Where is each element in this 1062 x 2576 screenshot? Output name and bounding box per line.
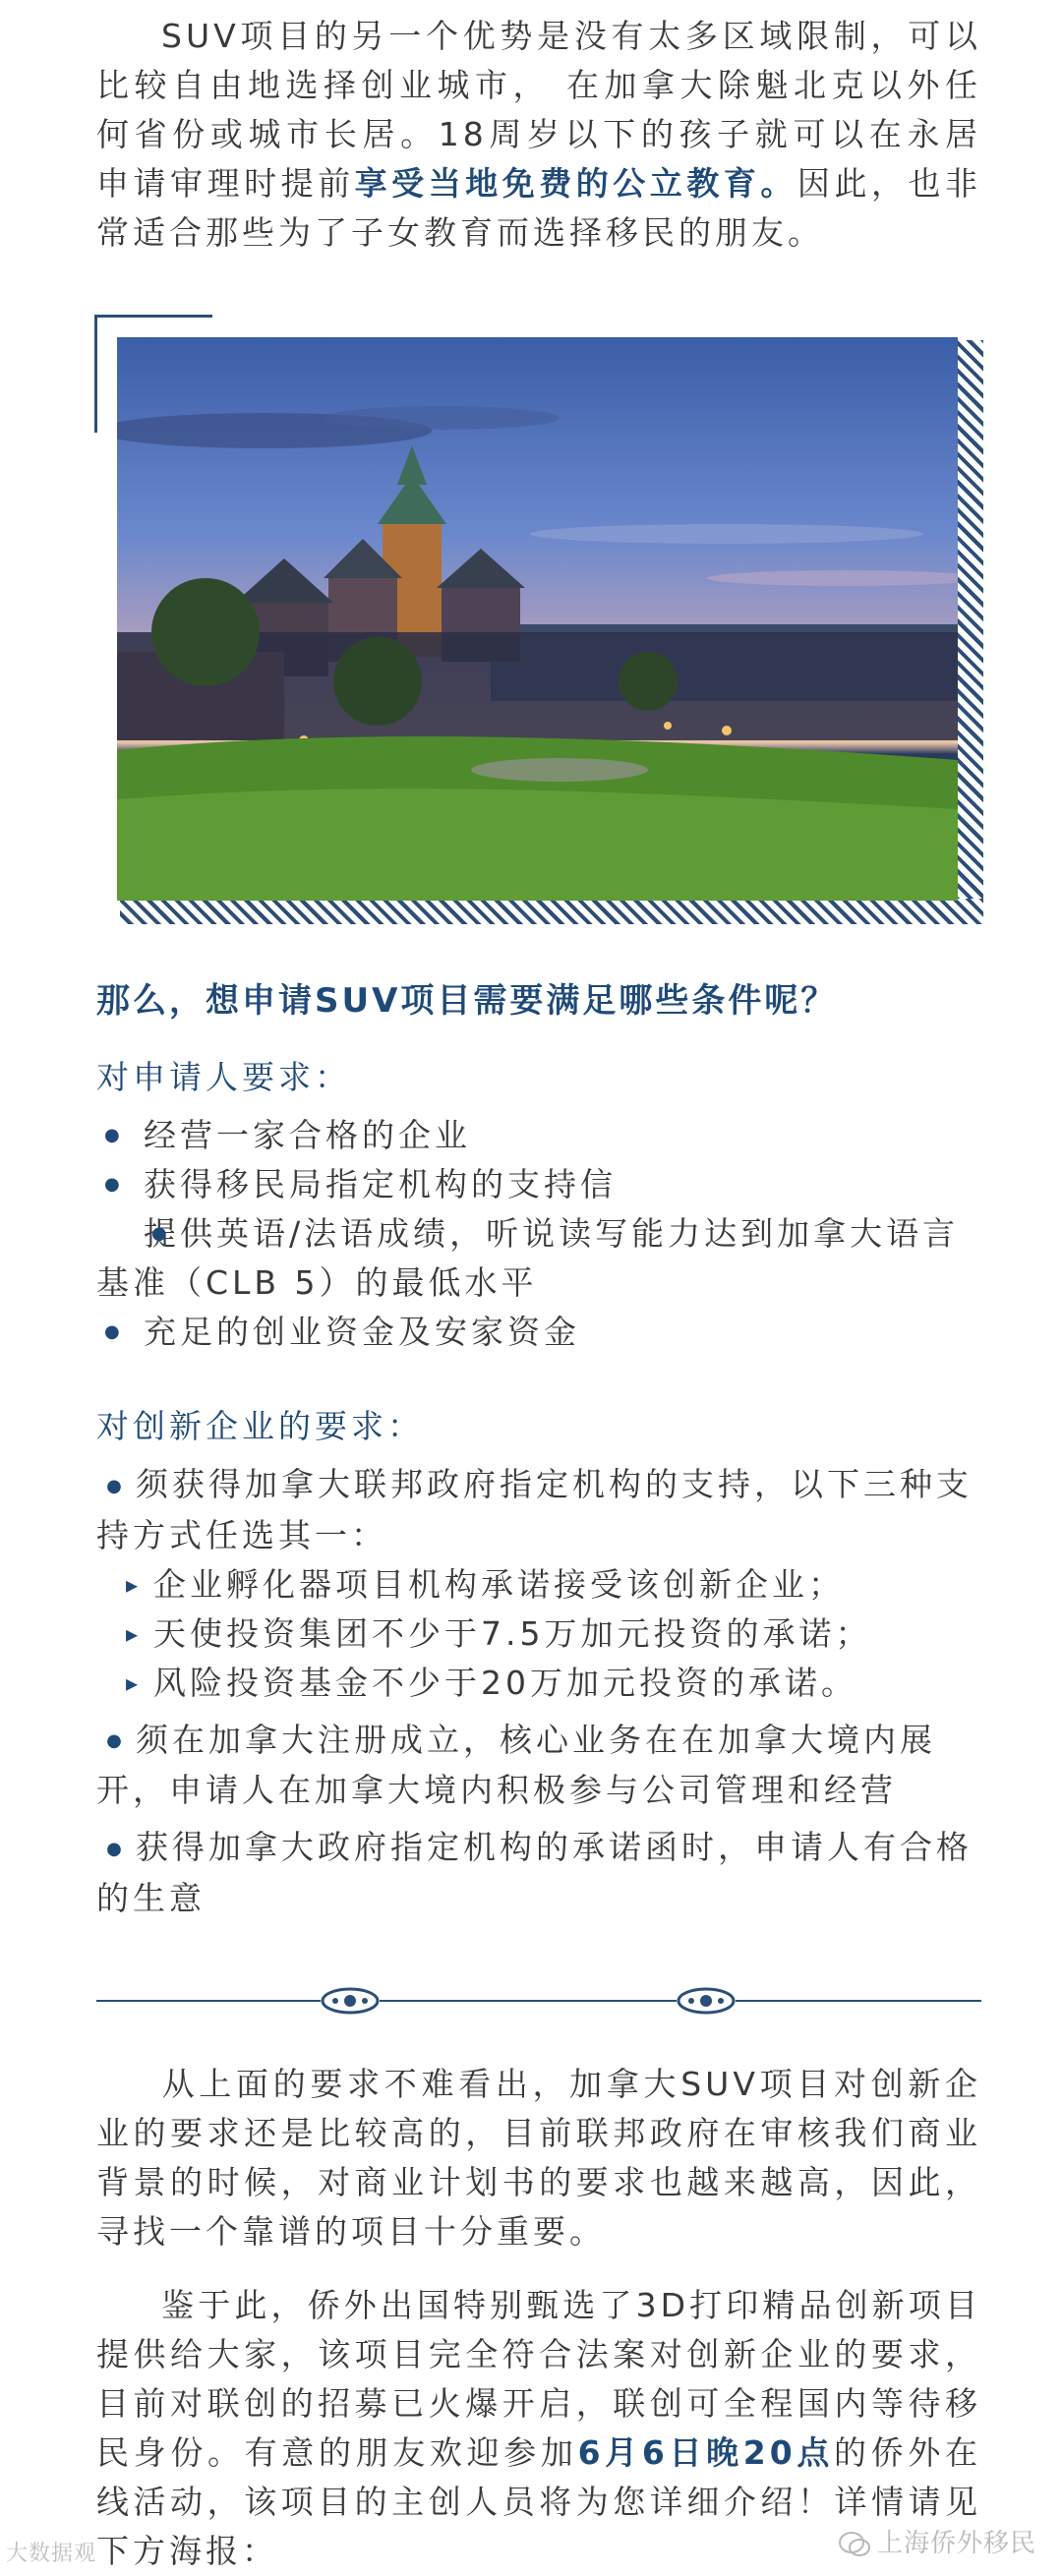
event-time-highlight: 6月6日晚20点 (577, 2433, 835, 2472)
divider-line (96, 2000, 981, 2002)
list-item (96, 1460, 981, 1560)
list-item-text: 须获得加拿大联邦政府指定机构的支持，以下三种支持方式任选其一： (96, 1465, 973, 1554)
intro-text-end: 因此，也非常适合那些为了子女教育而选择移民的朋友。 (96, 164, 982, 252)
intro-text: SUV项目的另一个优势是没有太多区域限制，可以比较自由地选择创业城市， 在加拿大除魁北克以外任何省份或城市长居。18周岁以下的孩子就可以在永居申请审理时提前 (96, 17, 981, 203)
ornament-divider (96, 1981, 981, 2020)
watermark-right (838, 2523, 1036, 2559)
bullet-dot: ● (106, 1838, 126, 1859)
enterprise-requirements-list (96, 1460, 981, 1923)
applicant-requirements-title: 对申请人要求： (96, 1058, 351, 1096)
outro-text-end: 的侨外在线活动，该项目的主创人员将为您详细介绍！详情请见下方海报： (96, 2433, 982, 2570)
frame-corner-top (94, 315, 212, 318)
section-heading: 那么，想申请SUV项目需要满足哪些条件呢？ (96, 981, 838, 1021)
frame-corner-left (94, 315, 97, 433)
frame-stripe-bottom (120, 899, 983, 924)
quebec-city-photo (117, 337, 958, 901)
bullet-dot: ● (106, 1475, 126, 1496)
list-item: ● 充足的创业资金及安家资金 (96, 1308, 981, 1357)
watermark-right-text: 上海侨外移民 (877, 2529, 1037, 2558)
list-item: ● 经营一家合格的企业 (96, 1111, 981, 1160)
outro-paragraph-1 (96, 2060, 981, 2256)
support-options-list (96, 1560, 981, 1708)
enterprise-requirements-title: 对创新企业的要求： (96, 1407, 424, 1445)
watermark-left-text: 大数据观 (6, 2542, 97, 2566)
outro-text: 鉴于此，侨外出国特别甄选了3D打印精品创新项目提供给大家，该项目完全符合法案对创新企业的要求，目前对联创的招募已火爆开启，联创可全程国内等待移民身份。有意的朋友欢迎参加 (96, 2286, 981, 2472)
ornament-icon (321, 1985, 380, 2017)
sub-list-item: ▸ 企业孵化器项目机构承诺接受该创新企业； (96, 1560, 981, 1610)
sub-list-item: ▸ 风险投资基金不少于20万加元投资的承诺。 (96, 1659, 981, 1708)
list-item (96, 1716, 981, 1816)
outro-text: 从上面的要求不难看出，加拿大SUV项目对创新企业的要求还是比较高的，目前联邦政府在审核我们商业背景的时候，对商业计划书的要求也越来越高，因此，寻找一个靠谱的项目十分重要。 (96, 2065, 981, 2251)
photo-frame (94, 315, 983, 924)
list-item: ● 提供英语/法语成绩，听说读写能力达到加拿大语言基准（CLB 5）的最低水平 (96, 1209, 981, 1308)
list-item-text: 获得加拿大政府指定机构的承诺函时，申请人有合格的生意 (96, 1828, 973, 1917)
list-item-text: 须在加拿大注册成立，核心业务在在加拿大境内展开，申请人在加拿大境内积极参与公司管理和经营 (96, 1720, 936, 1809)
applicant-requirements-list (96, 1111, 981, 1357)
ornament-icon (677, 1985, 736, 2017)
bullet-dot: ● (106, 1730, 126, 1751)
watermark-left (6, 2537, 96, 2567)
list-item (96, 1823, 981, 1923)
intro-paragraph (96, 12, 981, 258)
sub-list-item: ▸ 天使投资集团不少于7.5万加元投资的承诺； (96, 1610, 981, 1659)
wechat-icon (838, 2531, 871, 2558)
photo-scene (117, 337, 958, 901)
list-item: ● 获得移民局指定机构的支持信 (96, 1160, 981, 1209)
frame-stripe-right (958, 340, 983, 924)
intro-highlight: 享受当地免费的公立教育。 (354, 164, 797, 203)
